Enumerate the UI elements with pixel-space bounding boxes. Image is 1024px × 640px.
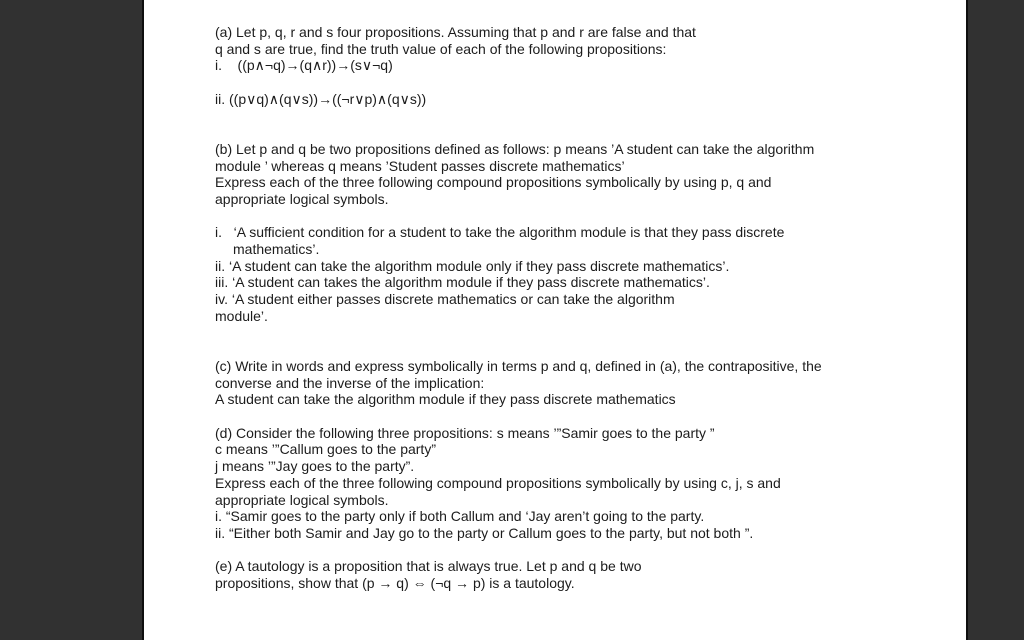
text-line: (a) Let p, q, r and s four propositions. Assuming that p and r are false and that [215,24,696,40]
text-line: i. “Samir goes to the party only if both Callum and ‘Jay aren’t going to the party. [215,508,705,525]
text-line: ii. “Either both Samir and Jay go to the party or Callum goes to the party, but not both ”. [215,524,754,541]
text-line: appropriate logical symbols. [215,190,389,207]
text-line: (e) A tautology is a proposition that is always true. Let p and q be two [215,558,642,575]
blank-line [215,325,946,342]
blank-line [215,208,946,225]
text-line: iii. ‘A student can takes the algorithm module if they pass discrete mathematics’. [215,274,710,291]
document-content [215,24,946,592]
text-line: module’. [215,307,268,324]
text-line: ii. ‘A student can take the algorithm module only if they pass discrete mathematics’. [215,257,730,274]
text-line: mathematics’. [233,241,320,258]
text-line: c means ’”Callum goes to the party” [215,441,436,458]
text-line: Express each of the three following compound propositions symbolically by using c, j, s and [215,474,781,491]
blank-line [215,408,946,425]
blank-line [215,74,946,91]
text-line: module ’ whereas q means ’Student passes discrete mathematics’ [215,157,625,174]
text-line: (d) Consider the following three propositions: s means ’”Samir goes to the party ” [215,424,715,441]
text-line: A student can take the algorithm module if they pass discrete mathematics [215,391,676,408]
text-line: appropriate logical symbols. [215,491,389,508]
text-line: i. ‘A sufficient condition for a student to take the algorithm module is that they pass discrete [215,224,785,241]
text-line: (b) Let p and q be two propositions defined as follows: p means ’A student can take the algorithm [215,140,815,157]
text-line: (c) Write in words and express symbolically in terms p and q, defined in (a), the contrapositive, the [215,357,822,374]
blank-line [215,108,946,125]
text-line: i. ((p∧¬q)→(q∧r))→(s∨¬q) [215,57,393,74]
text-line: converse and the inverse of the implication: [215,374,485,391]
document-page[interactable] [142,0,968,640]
blank-line [215,124,946,141]
text-line: iv. ‘A student either passes discrete mathematics or can take the algorithm [215,291,675,308]
text-line: Express each of the three following compound propositions symbolically by using p, q and [215,174,772,191]
text-line: q and s are true, find the truth value of each of the following propositions: [215,40,667,57]
blank-line [215,542,946,559]
text-line: ii. ((p∨q)∧(q∨s))→((¬r∨p)∧(q∨s)) [215,90,427,107]
blank-line [215,341,946,358]
text-line: j means ’”Jay goes to the party”. [215,458,415,475]
text-line: propositions, show that (p → q) ⇔ (¬q → p) is a tautology. [215,575,575,592]
